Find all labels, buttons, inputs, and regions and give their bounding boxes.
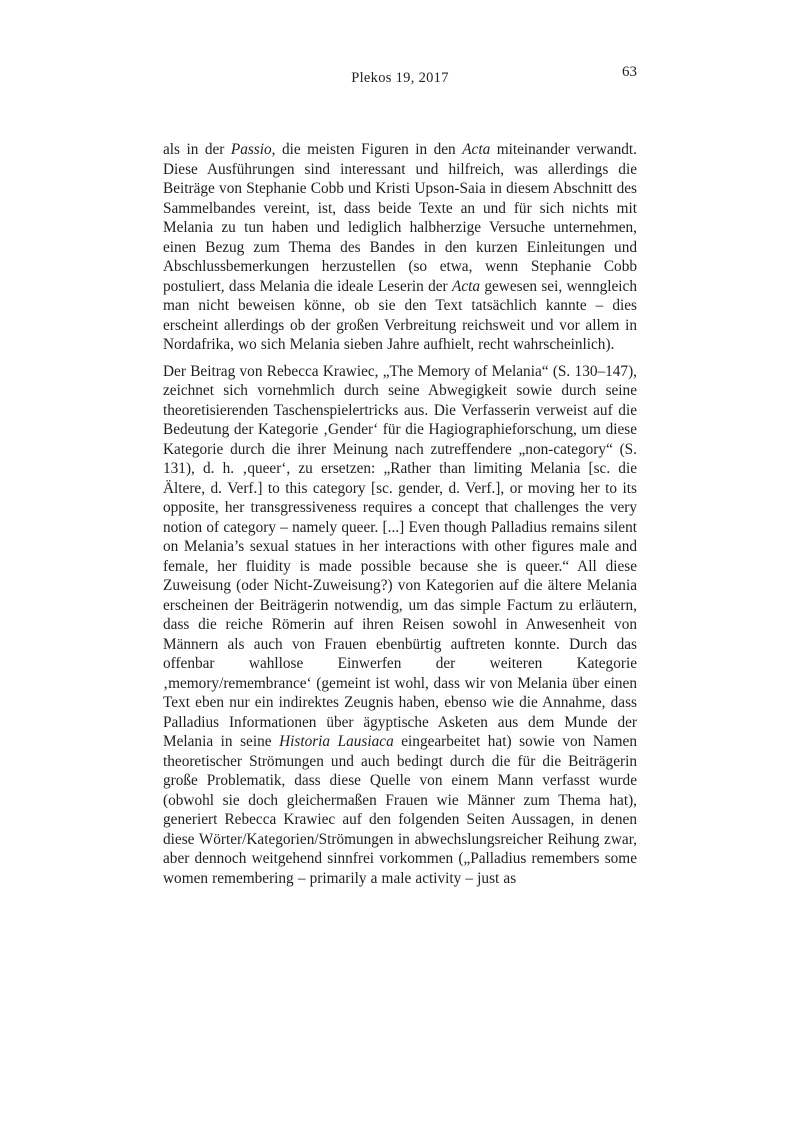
paragraph	[163, 140, 637, 355]
text-run: Der Beitrag von Rebecca Krawiec, „The Memory of Melania“ (S. 130–147), zeichnet sich vornehmlich durch seine Abwegigkeit sowie durch seine theoretisierenden Taschenspielertricks aus. Die Verfasserin verweist auf die Bedeutung der Kategorie ‚Gender‘ für die Hagiographieforschung, um diese Kategorie durch die ihrer Meinung nach zutreffendere „non-category“ (S. 131), d. h. ‚queer‘, zu ersetzen: „Rather than limiting Melania [sc. die Ältere, d. Verf.] to this category [sc. gender, d. Verf.], or moving her to its opposite, her transgressiveness requires a concept that challenges the very notion of category – namely queer. [...] Even though Palladius remains silent on Melania’s sexual statues in her interactions with other figures male and female, her fluidity is made possible because she is queer.“ All diese Zuweisung (oder Nicht-Zuweisung?) von Kategorien auf die ältere Melania erscheinen der Beiträgerin notwendig, um das simple Factum zu erläutern, dass die reiche Römerin auf ihren Reisen sowohl in Anwesenheit von Männern als auch von Frauen ebenbürtig auftreten konnte. Durch das offenbar wahllose Einwerfen der weiteren Kategorie ‚memory/remembrance‘ (gemeint ist wohl, dass wir von Melania über einen Text eben nur ein indirektes Zeugnis haben, ebenso wie die Annahme, dass Palladius Informationen über ägyptische Asketen aus dem Munde der Melania in seine	[163, 362, 637, 750]
text-run: , die meisten Figuren in den	[271, 141, 463, 158]
italic-text-run: Acta	[462, 141, 491, 158]
text-run: gewesen sei, wenngleich man nicht beweisen könne, ob sie den Text tatsächlich kannte – dies erscheint allerdings ob der großen Verbreitung reichsweit und vor allem in Nordafrika, wo sich Melania sieben Jahre aufhielt, recht wahrscheinlich).	[163, 277, 637, 353]
journal-running-title: Plekos 19, 2017	[351, 70, 449, 86]
text-run: miteinander verwandt. Diese Ausführungen sind interessant und hilfreich, was allerdings die Beiträge von Stephanie Cobb und Kristi Upson-Saia in diesem Abschnitt des Sammelbandes vereint, ist, dass beide Texte an und für sich nichts mit Melania zu tun haben und lediglich halbherzige Versuche unternehmen, einen Bezug zum Thema des Bandes in den kurzen Einleitungen und Abschlussbemerkungen herzustellen (so etwa, wenn Stephanie Cobb postuliert, dass Melania die ideale Leserin der	[163, 141, 637, 295]
italic-text-run: Acta	[451, 277, 481, 295]
page-number: 63	[622, 64, 637, 80]
text-run: als in der	[163, 141, 231, 158]
italic-text-run: Historia Lausiaca	[279, 733, 394, 750]
paragraph	[163, 362, 637, 889]
text-run: eingearbeitet hat) sowie von Namen theoretischer Strömungen und auch bedingt durch die für die Beiträgerin große Problematik, dass diese Quelle von einem Mann verfasst wurde (obwohl sie doch gleichermaßen Frauen wie Männer zum Thema hat), generiert Rebecca Krawiec auf den folgenden Seiten Aussagen, in denen diese Wörter/Kategorien/Strömungen in abwechslungsreicher Reihung zwar, aber dennoch weitgehend sinnfrei vorkommen („Palladius remembers some women remembering – primarily a male activity – just as	[163, 733, 637, 887]
italic-text-run: Passio	[230, 141, 272, 158]
page-body	[163, 140, 637, 895]
page-header	[163, 64, 637, 94]
